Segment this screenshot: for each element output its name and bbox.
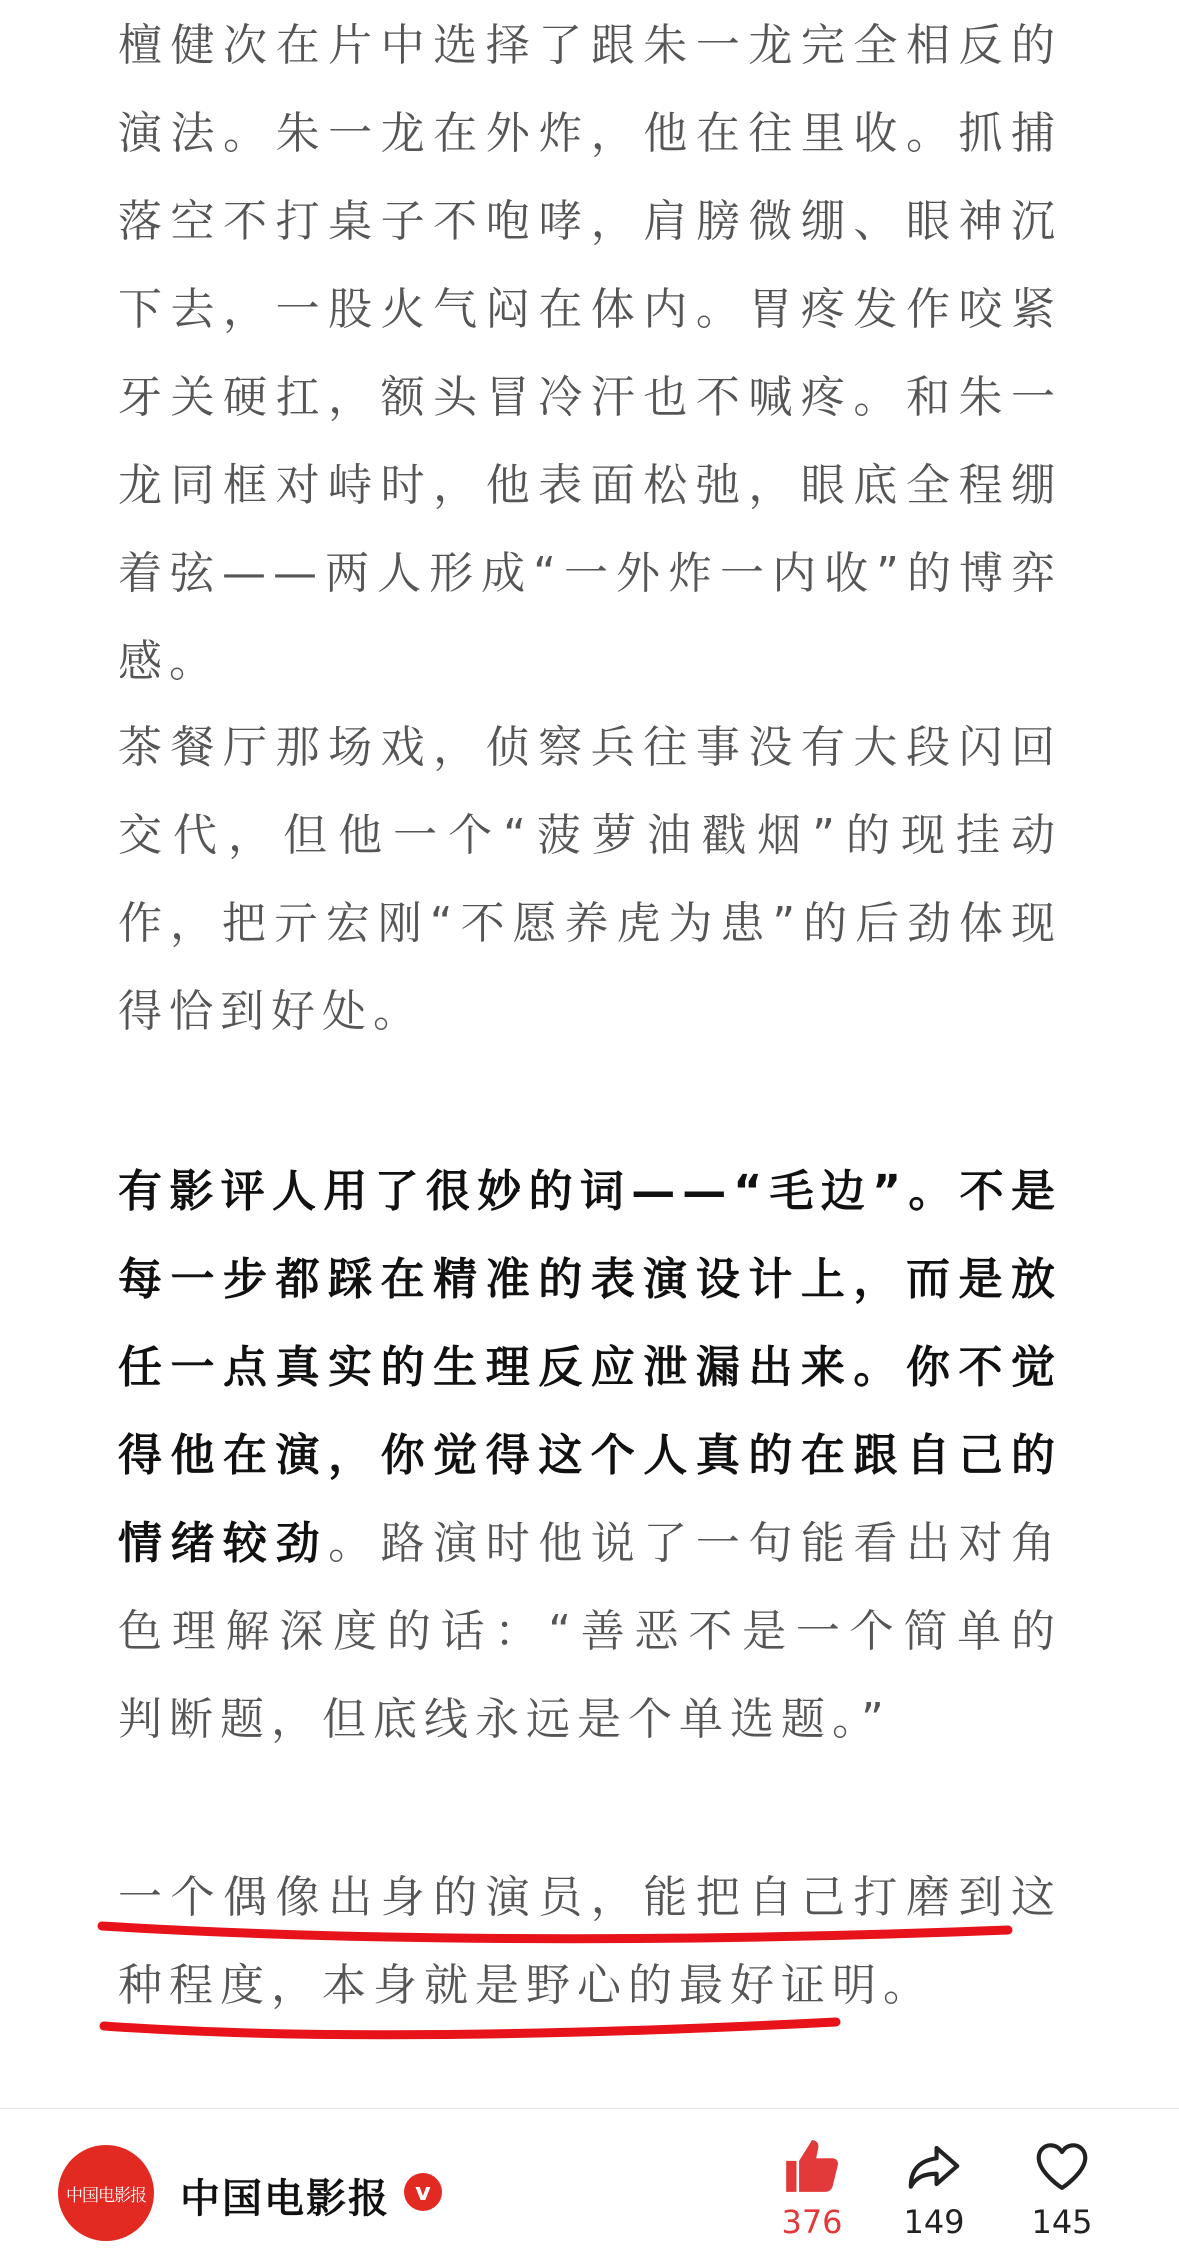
account-name[interactable]: 中国电影报	[180, 2176, 390, 2222]
verified-icon: v	[404, 2173, 442, 2211]
article-footer-bar	[0, 2108, 1179, 2249]
share-count: 149	[903, 2203, 965, 2241]
paragraph-2: 茶餐厅那场戏，侦察兵往事没有大段闪回交代，但他一个“菠萝油戳烟”的现挂动作，把亓宏刚“不愿养虎为患”的后劲体现得恰到好处。	[118, 722, 1062, 1037]
like-count: 376	[781, 2203, 843, 2241]
share-button[interactable]	[884, 2135, 984, 2241]
heart-icon	[1031, 2135, 1093, 2197]
paragraph-1: 檀健次在片中选择了跟朱一龙完全相反的演法。朱一龙在外炸，他在往里收。抓捕落空不打桌子不咆哮，肩膀微绷、眼神沉下去，一股火气闷在体内。胃疼发作咬紧牙关硬扛，额头冒冷汗也不喊疼。和朱一龙同框对峙时，他表面松弛，眼底全程绷着弦——两人形成“一外炸一内收”的博弈感。	[118, 20, 1062, 687]
paragraph-3-rest: 。路演时他说了一句能看出对角色理解深度的话：“善恶不是一个简单的判断题，但底线永远是个单选题。”	[118, 1518, 1063, 1745]
paragraph-4-highlighted: 一个偶像出身的演员，能把自己打磨到这种程度，本身就是野心的最好证明。	[118, 1872, 1062, 2011]
like-button[interactable]	[762, 2135, 862, 2241]
favorite-count: 145	[1031, 2203, 1093, 2241]
paragraph-3-bold: 有影评人用了很妙的词——“毛边”。不是每一步都踩在精准的表演设计上，而是放任一点真实的生理反应泄漏出来。你不觉得他在演，你觉得这个人真的在跟自己的情绪较劲	[118, 1166, 1062, 1569]
favorite-button[interactable]	[1012, 2135, 1112, 2241]
share-arrow-icon	[903, 2135, 965, 2197]
thumbs-up-icon	[781, 2135, 843, 2197]
account-logo[interactable]: 中国电影报	[58, 2145, 154, 2241]
paragraph-3	[118, 1148, 1062, 1764]
